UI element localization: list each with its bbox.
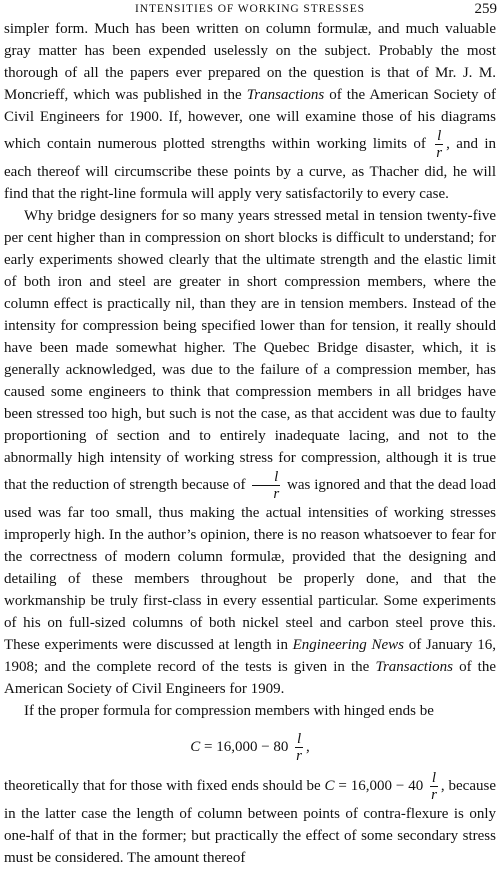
journal-title: Transactions [375,659,453,675]
text-run: , because in the latter case the length of column between points of contra-flexure is only one-half of that in the former; but practically the effect of some secondary stress must be considered. The amount thereof [4,778,496,867]
fraction-denominator: r [296,748,303,765]
fraction-numerator: l [437,128,442,144]
fraction-l-over-r [434,128,444,161]
text-run: Why bridge designers for so many years stressed metal in tension twenty-five per cent higher than in compression on short blocks is difficult to understand; for early experiments showed clearly that the ultimate strength and the elastic limit of both iron and steel are greater in short compression members, where the column effect is practically nil, than they are in tension members. Instead of the intensity for compression being specified lower than for tension, it really should have been made somewhat higher. The Quebec Bridge disaster, which, it is generally acknowledged, was due to the failure of a compression member, has caused some engineers to think that compression members in all bridges have been stressed too high, but such is not the case, as that accident was due to faulty proportioning of section and to entirely inadequate lacing, and not to the abnormally high intensity of working stress for compression, although it is true that the reduction of strength because of [4,208,496,493]
column-formula [4,730,496,764]
fraction-numerator: l [297,731,302,748]
text-run: of the American Society of Civil Engineers for 1909. [4,659,496,697]
fraction-numerator: l [431,770,437,787]
paragraph-4 [4,770,496,869]
running-head: INTENSITIES OF WORKING STRESSES [135,3,365,15]
formula-lhs: C [190,739,201,755]
text-run: theoretically that for those with fixed ends should be [4,778,325,794]
journal-title: Transactions [246,87,325,103]
formula-variable: C [324,778,335,794]
paragraph-2 [4,205,496,700]
page-header [0,0,500,18]
page-number: 259 [474,1,497,17]
text-run: of January 16, 1908; and the complete record of the tests is given in the [4,637,496,675]
paragraph-3 [4,700,496,722]
fraction-denominator: r [273,486,280,502]
formula-rhs: = 16,000 − 80 [200,739,293,755]
fraction-l-over-r [294,731,304,764]
fraction-denominator: r [436,145,443,161]
text-run: was ignored and that the dead load used was far too small, thus making the actual intensities of working stresses improperly high. In the author’s opinion, there is no reason whatsoever to fear for the correctness of modern column formulæ, provided that the designing and detailing of these members throughout be properly done, and that the workmanship be truly first-class in every essential particular. Some experiments of his on full-sized columns of both nickel steel and carbon steel prove this. These experiments were discussed at length in [4,476,497,653]
fraction-l-over-r [251,469,281,502]
paragraph-1 [4,18,496,205]
text-run: of the American Society of Civil Engineers for 1900. If, however, one will examine those of his diagrams which contain numerous plotted strengths within working limits of [4,87,496,152]
journal-title: Engineering News [292,637,404,653]
text-run: = 16,000 − 40 [334,778,428,794]
fraction-numerator: l [252,469,280,486]
text-run: , and in each thereof will circumscribe these points by a curve, as Thacher did, he will find that the right-line formula will apply very satisfactorily to every case. [4,135,496,202]
text-run: simpler form. Much has been written on column formulæ, and much valuable gray matter has been expended uselessly on the subject. Probably the most thorough of all the papers ever prepared on the question is that of Mr. J. M. Moncrieff, which was published in the [4,21,496,103]
formula-tail: , [306,739,310,755]
text-run: If the proper formula for compression members with hinged ends be [24,703,434,719]
fraction-l-over-r [429,770,439,803]
body-text [4,18,496,869]
fraction-denominator: r [431,787,437,804]
